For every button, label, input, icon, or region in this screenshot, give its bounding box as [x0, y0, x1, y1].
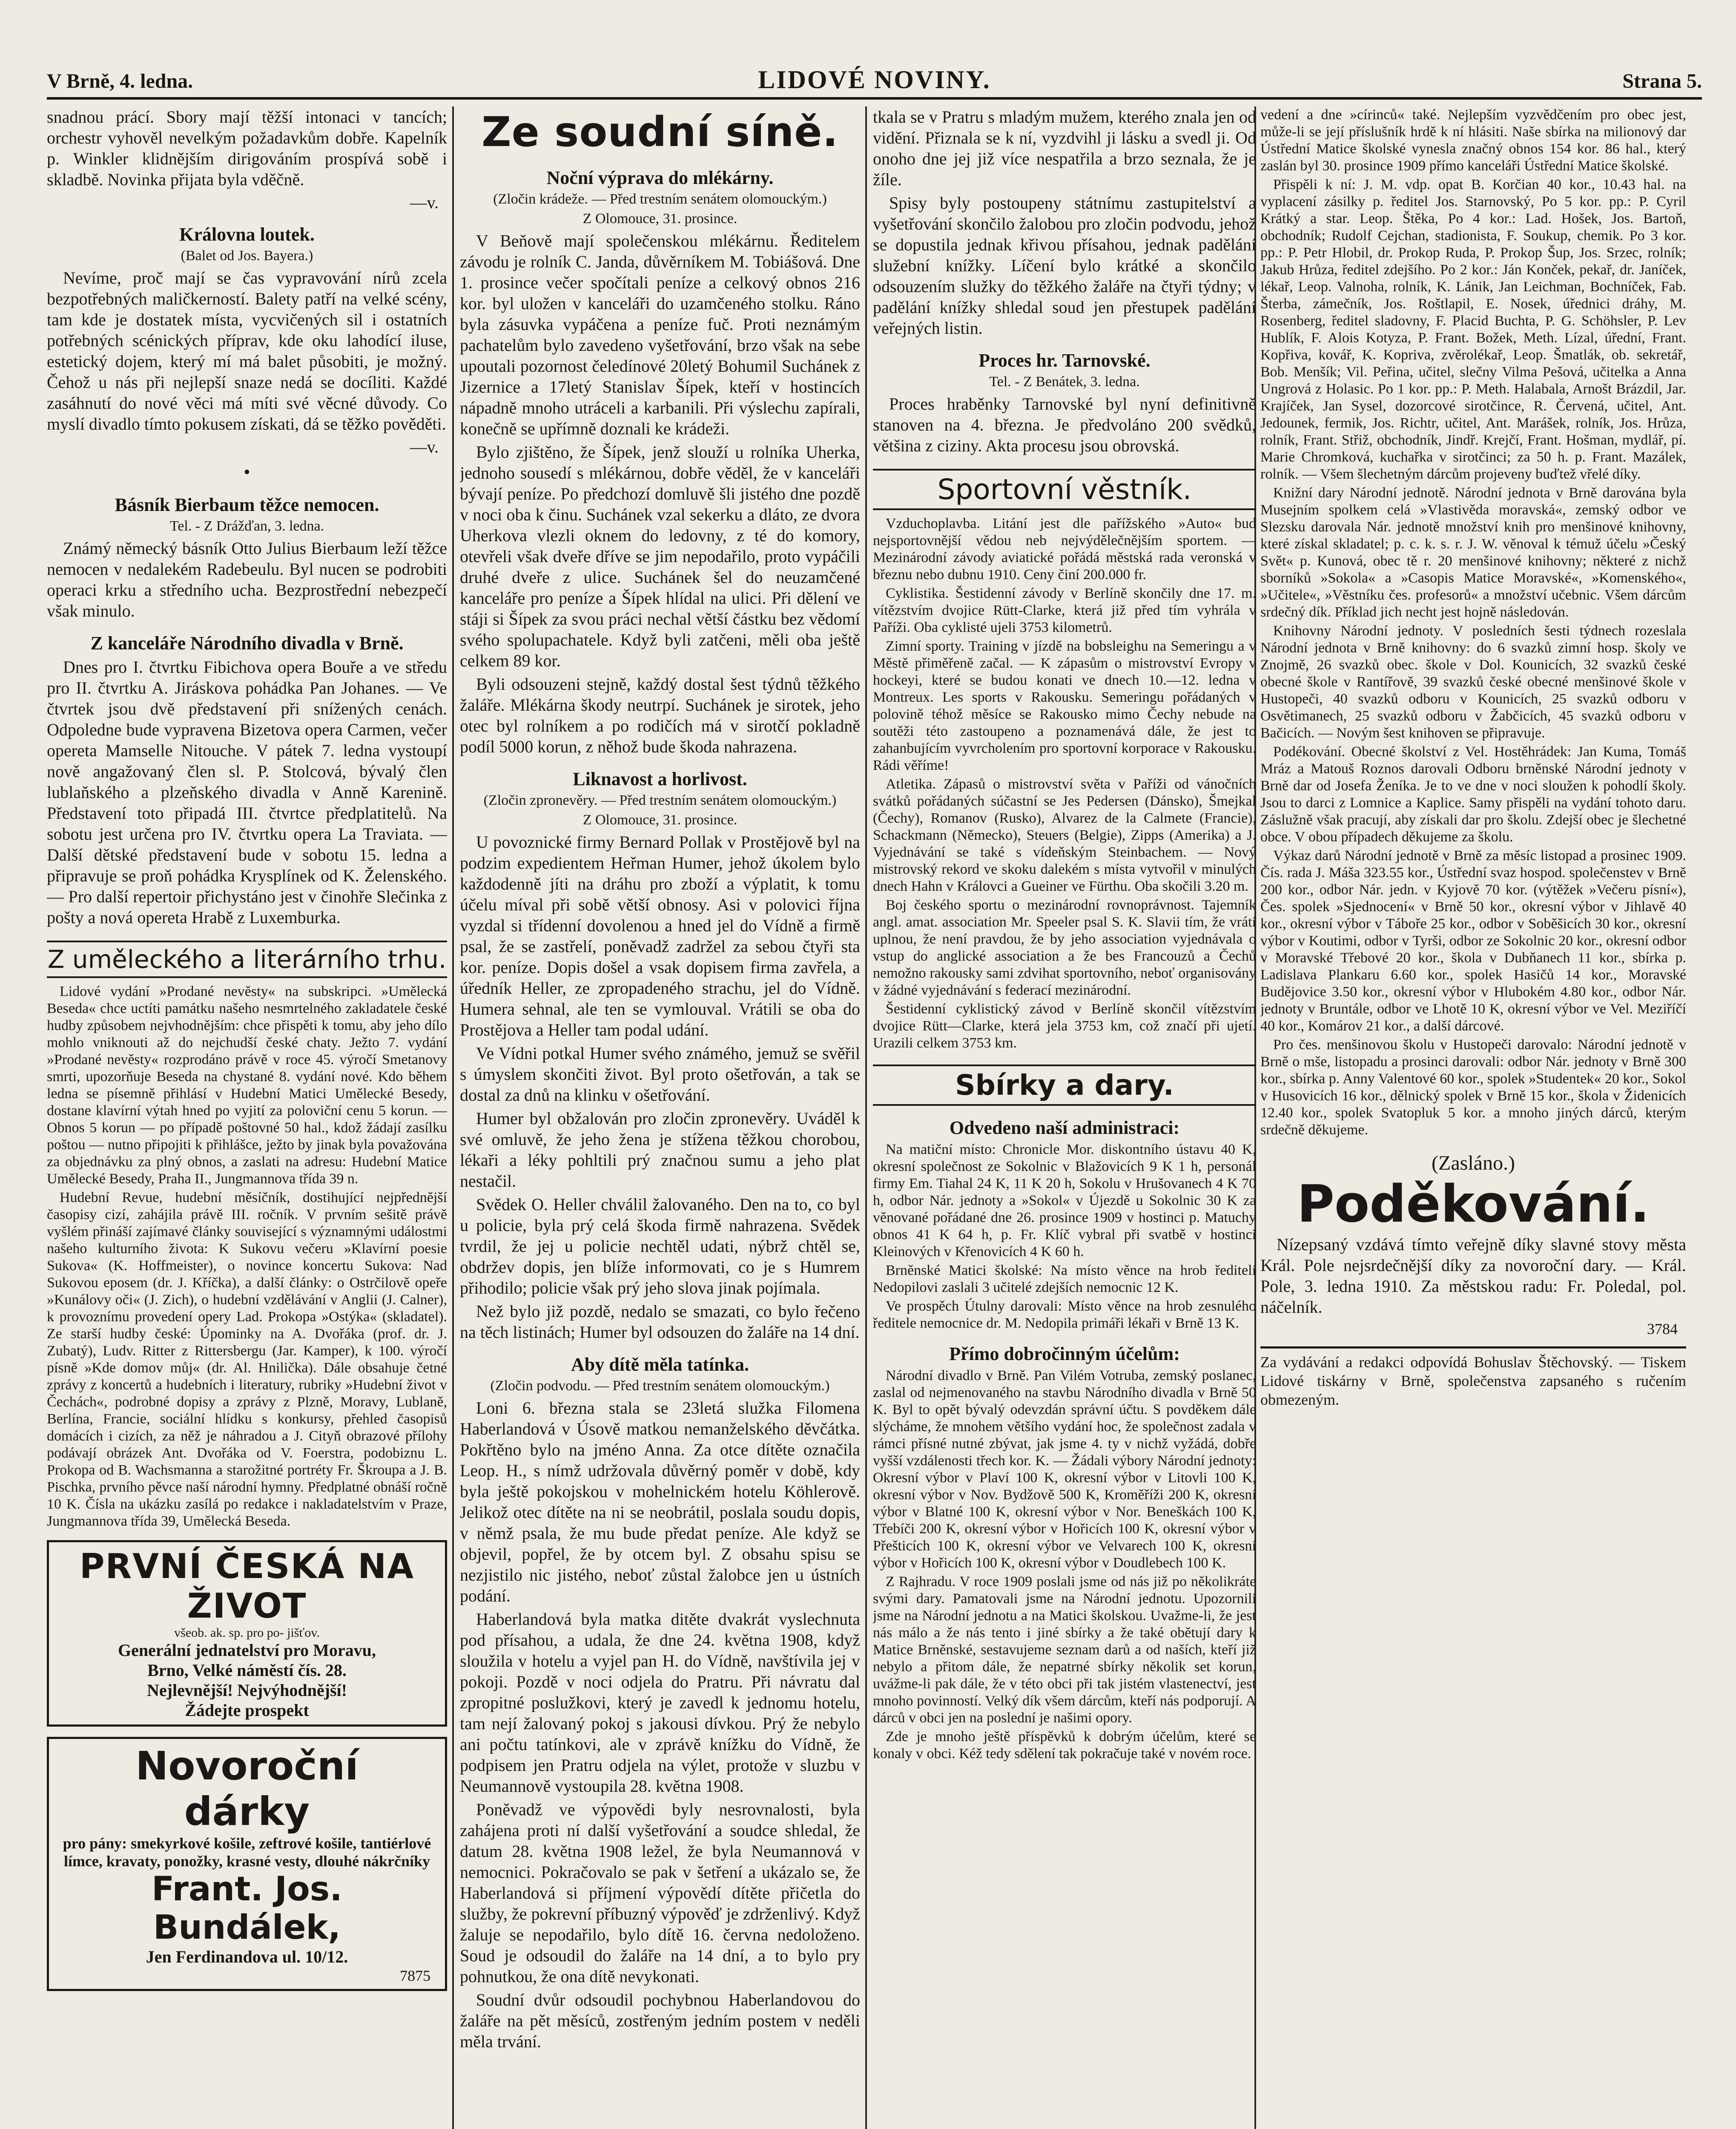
- article-text: Atletika. Zápasů o mistrovství světa v Paříži od vánočních svátků pořádaných súčastní se Jes Pedersen (Dánsko), Šmejkal (Čechy), Romanov (Rusko), Alvarez de la Calmete (Francie), Schackmann (Německo), Steuers (Belgie), Zipps (Amerika) a J. Vyjednávání se také s vídeňským Steinbachem. — Nový mistrovský rekord ve skoku dalekém s místa vytvořil v minulých dnech Hahn v Královci a Gueiner ve Fürthu. Oba skočili 3.20 m.: [873, 776, 1256, 894]
- masthead-title: LIDOVÉ NOVINY.: [758, 66, 991, 94]
- article-dateline: Tel. - Z Drážďan, 3. ledna.: [169, 518, 324, 534]
- article-text: Nevíme, proč mají se čas vypravování nírů zcela bezpotřebných maličkerností. Balety patří na velké scény, tam kde je dostatek místa, vycvičených sil i ostatních potřebných scénických příprav, kde oku lahodící iluse, estetický dojem, který mí má balet působiti, je možný. Čehož u nás při nejlepší snaze nedá se docíliti. Každé zasáhnutí do nové věci má míti své věcné důvody. Co myslí divadlo tímto pokusem získati, dá se těžko pověděti.: [47, 268, 447, 433]
- ad-title: Novoroční: [135, 1743, 359, 1789]
- article-text: Loni 6. března stala se 23letá služka Filomena Haberlandová v Úsově matkou nemanželského děvčátka. Pokřtěno bylo na jméno Anna. Za otce dítěte označila Leop. H., s nímž udržovala důvěrný poměr v době, kdy byla ještě pokojskou v mohelnickém hotelu Köhlerově. Jelikož otec dítěte na ni se neobrátil, poslala soudu dopis, v němž psala, že mu bude předat peníze. Ale když se objevil, popřel, že by otcem byl. Z obsahu spisu se nezjistilo nic jistého, neboť zůstal žalobce jen u ústních podání.: [460, 1398, 860, 1605]
- notice-number: 3784: [1647, 1320, 1678, 1337]
- article-text: Humer byl obžalován pro zločin zpronevěry. Uváděl k své omluvě, že jeho žena je stížena těžkou chorobou, lékaři a léky pohltili prý značnou sumu a jeho plat nestačil.: [460, 1109, 860, 1191]
- article-text: tkala se v Pratru s mladým mužem, kterého znala jen od vidění. Přiznala se k ní, vyzdvihl ji lásku a svedl ji. Od onoho dne jej již více nespatřila a brzo seznala, že je žíle.: [873, 107, 1256, 189]
- ad-code: 7875: [400, 1967, 430, 1984]
- article-text: Hudební Revue, hudební měsíčník, dostihující nejpřednější časopisy cizí, zahájila právě III. ročník. V prvním sešitě právě vyšlém přináší zajímavé články související s významnými událostmi našeho kulturního života: K Sukovu večeru »Klavírní poesie Sukova« (K. Hoffmeister), o novince koncertu Sukova: Nad Sukovou eposem (dr. J. Kříčka), a další články: o Ostrčilově opeře »Kunálovy oči« (J. Zich), o hudební vzdělávání v Anglii (J. Calner), k provoznímu provedení opery Lad. Prokopa »Ostýka« (skladatel). Ze starší hudby české: Úpominky na A. Dvořáka (prof. dr. J. Zubatý), Ludv. Ritter z Rittersbergu (Jar. Kamper), k 100. výročí písně »Kde domov můj« (dr. Al. Hnilička). Dále obsahuje četné zprávy z koncertů a hudebních i literatury, rubriky »Hudební život v Čechách«, podrobné dopisy a zprávy z Plzně, Moravy, Lublaně, Berlína, Francie, sociální hlídku s konkursy, přehled časopisů domácích i cizích, za něž je náhradou a J. Cityň obrazové přílohy podávají obrázek Ant. Dvořáka od V. Foerstra, podobiznu L. Prokopa od B. Wachsmanna a starožitné portréty Fr. Škroupa a J. B. Pischka, prvního pěvce naší národní hymny. Předplatné obnáší ročně 10 K. Čísla na ukázku zasílá po redakce i nakladatelstvím v Praze, Jungmannova třída 39, Umělecká Beseda.: [47, 1190, 447, 1529]
- article-heading: Liknavost a horlivost.: [573, 769, 747, 789]
- article-text: Knihovny Národní jednoty. V posledních šesti týdnech rozeslala Národní jednota v Brně knihovny: do 6 svazků zimní hosp. školy ve Znojmě, 26 svazků obec. škole v Dol. Kounicích, 32 svazků české obecné škole v Rantířově, 39 svazků české obecné menšinové škole v Hustopeči, 40 svazků odboru v Kounicích, 25 svazků odboru v Osvětimanech, 25 svazků odboru v Žabčicích, 45 svazků odboru v Bačicích. — Novým šest knihoven se připravuje.: [1260, 623, 1686, 741]
- article-subheading: (Zločin zpronevěry. — Před trestním senátem olomouckým.): [483, 792, 837, 808]
- article-heading: Noční výprava do mlékárny.: [546, 167, 774, 188]
- advertisement-gifts: [47, 1737, 447, 1991]
- section-heading: Sbírky a dary.: [873, 1064, 1256, 1106]
- masthead-page-number: Strana 5.: [1622, 70, 1702, 92]
- thanks-text: Nízepsaný vzdává tímto veřejně díky slavné stovy města Král. Pole nejsrdečnější díky za novoroční dary. — Král. Pole, 3. ledna 1910. Za městskou radu: Fr. Poledal, pol. náčelník.: [1260, 1235, 1686, 1317]
- article-text: Ve Vídni potkal Humer svého známého, jemuž se svěřil s úmyslem skončiti život. Byl proto ošetřován, a tak se dostal za dnů na klinku v ošetřování.: [460, 1044, 860, 1105]
- article-text: vedení a dne »círinců« také. Nejlepším vyzvědčením pro obec jest, může-li se její příslušník hrdě k ní hlásiti. Naše sbírka na milionový dar Ústřední Matice školské vynesla značný obnos 154 kor. 86 hal., který zaslán byl 30. prosince 1909 přímo kanceláři Ústřední Matice školské.: [1260, 107, 1686, 174]
- ad-address: Jen Ferdinandova ul. 10/12.: [146, 1947, 348, 1966]
- article-text: Proces hraběnky Tarnovské byl nyní definitivně stanoven na 4. března. Je předvoláno 200 svědků, většina z ciziny. Akta procesu jsou obrovská.: [873, 394, 1256, 455]
- article-signature: —v.: [410, 193, 439, 212]
- article-text: Přispěli k ní: J. M. vdp. opat B. Korčian 40 kor., 10.43 hal. na vyplacení zásilky p. ředitel Jos. Starnovský, Po 5 kor. pp.: P. Cyril Krátký a star. Leop. Štěka, Po 4 kor.: Lad. Hošek, Jos. Bartoň, obchodník; Rudolf Cejchan, stadionista, F. Soukup, chemik. Po 3 kor. pp.: P. Petr Hlobil, dr. Prokop Ruda, P. Prokop Šup, Jos. Srzec, rolník; Jakub Hrůza, ředitel zdejšího. Po 2 kor.: Ján Konček, pekař, dr. Janíček, lékař, Leop. Valnoha, rolník, K. Lánik, Jan Leichman, Bochníček, Fab. Šterba, zámečník, Jos. Roštlapil, E. Nosek, úřednici dráhy, M. Rosenberg, ředitel sladovny, F. Placid Buchta, P. G. Schöhsler, P. Lev Hublík, F. Alois Kotyza, P. Frant. Božek, Meth. Lízal, úřední, Frant. Kopřiva, kovář, K. Kopriva, zvěrolékař, Leop. Šmatlák, ob. sekretář, Bob. Menšík; Vil. Peřina, učitel, slečny Vilma Pešová, učitelka a Anna Ungrová z Holasic. Po 1 kor. pp.: P. Meth. Halabala, Arnošt Brázdil, Jar. Krajíček, Jan Sysel, dozorcové sirotčince, R. Červená, učitel, Ant. Jedounek, fermik, Jos. Richtr, učitel, Ant. Marášek, rolník, Jos. Hrůza, rolník, Frant. Střiž, obchodník, Jindř. Krejčí, Frant. Hošman, mydlář, pí. Marie Chromková, kuchařka v sirotčinci; za 50 h. p. Frant. Mazálek, rolník. — Všem šlechetným dárcům projeveny buďtež vřelé díky.: [1260, 177, 1686, 482]
- article-text: snadnou prácí. Sbory mají těžší intonaci v tancích; orchestr vyhověl nevelkým požadavkům dobře. Kapelník p. Winkler klidnějším dirigováním prospívá sobě i skladbě. Novinka přijata byla vděčně.: [47, 107, 447, 189]
- article-text: Haberlandová byla matka ditěte dvakrát vyslechnuta pod přísahou, a udala, že dne 24. května 1908, když sloužila v hotelu a vyjel pan H. do Vídně, navštívila jej v pokoji. Pozdě v noci odjela do Pratru. Při návratu dal zpropitné poslužkovi, který je zavedl k jednomu hotelu, tam nejí žalovaný pokoj s jakousi dívkou. Prý že nebylo ani počtu tatínkovi, ale v zprávě knížku do Vídně, že podpisem jen Pratru odjela na výlet, protože v sluzbu v Neumannově vystoupila 28. května 1908.: [460, 1610, 860, 1796]
- ad-company-name: PRVNÍ ČESKÁ NA ŽIVOT: [79, 1547, 415, 1626]
- column-4: [1260, 106, 1686, 2129]
- article-text: Zimní sporty. Training v jízdě na bobsleighu na Semeringu a v Městě přiměřeně začal. — K zápasům o mistrovství Evropy v hockeyi, které se budou konati ve dnech 10.—12. ledna v Montreux. Les sports v Rakousku. Semeringu pořádaných v polovině téhož měsíce se Rakousko mimo Čechy nebude na soutěži této zastoupeno a poznamenává dále, že jest to zahanbujícím vyvrcholením pro sportovní korporace v Rakousku. Rádi věříme!: [873, 638, 1256, 773]
- column-divider: [865, 106, 867, 2129]
- ad-tagline: všeob. ak. sp. pro po- jišťov.: [174, 1626, 320, 1640]
- separator-dot: •: [244, 462, 250, 482]
- article-text: Brněnské Matici školské: Na místo věnce na hrob ředitelí Nedopilovi zaslali 3 učitelé zdejších nemocnic 12 K.: [873, 1262, 1256, 1295]
- article-text: Národní divadlo v Brně. Pan Vilém Votruba, zemský poslanec, zaslal od nejmenovaného na stavbu Národního divadla v Brně 50 K. Byl to opět bývalý odevzdán správní účtu. S povděkem dále slýcháme, že mnohem většího vydání hoc, že společnost zadala v rámci přísné nutné zbývat, jak jsme 4. ty v nichž vyžádá, dobře vyšší vzdálenosti třech kor. K. — Žádali výbory Národní jednoty: Okresní výbor v Plaví 100 K, okresní výbor v Litovli 100 K, okresní výbor v Nov. Bydžově 500 K, Kroměříži 200 K, okresní výbor v Blatné 100 K, okresní výbor v Nor. Beneškách 100 K, Třebíči 200 K, okresní výbor v Hořicích 100 K, okresní výbor v Přešticích 100 K, okresní výbor ve Velvarech 100 K, okresní výbor v Hořicích 100 K, okresní výbor v Doudlebech 100 K.: [873, 1368, 1256, 1571]
- article-heading: Proces hr. Tarnovské.: [978, 350, 1151, 371]
- column-divider: [452, 106, 454, 2129]
- article-text: Soudní dvůr odsoudil pochybnou Haberlandovou do žaláře na pět měsíců, zostřeným jedním postem v neděli měla trvání.: [460, 1990, 860, 2051]
- column-2: [460, 106, 860, 2129]
- article-heading: Z kanceláře Národního divadla v Brně.: [90, 633, 404, 654]
- article-text: U povoznické firmy Bernard Pollak v Prostějově byl na podzim expedientem Heřman Humer, jehož úkolem bylo každodenně jíti na dráhu pro zboží a výplatit, k tomu účelu míval při sobě větší obnosy. Asi v polovici října vyzdal si třídenní dovolenou a hned jel do Vídně a firmě psal, že se zastřelí, poněvadž zadržel za sebou čtyři sta kor. peníze. Dopis došel a vsak dopisem firma zavřela, a úředník Heller, ze zpropadeného strachu, jel do Vídně. Humera sehnal, ale ten se vymlouval. Vrátili se oba do Prostějova a Heller tam podal udání.: [460, 832, 860, 1039]
- article-text: Pro čes. menšinovou školu v Hustopeči darovalo: Národní jednotě v Brně o mše, listopadu a prosinci darovali: odbor Nár. jednoty v Brně 300 kor., sbírka p. Anny Valentové 60 kor., spolek »Studentek« 20 kor., Sokol v Husovicích 16 kor., dělnický spolek v Brně 15 kor., škola v Židenicích 12.40 kor., spolek Svatopluk 5 kor. a mnoho jiných dárců, kterým srdečně děkujeme.: [1260, 1037, 1686, 1138]
- section-heading: Z uměleckého a literárního trhu.: [47, 941, 447, 978]
- masthead: [47, 63, 1702, 100]
- article-text: Známý německý básník Otto Julius Bierbaum leží těžce nemocen v nedalekém Radebeulu. Byl nucen se podrobiti operaci krku a středního ucha. Bezprostřední nebezpečí však minulo.: [47, 539, 447, 620]
- article-text: Bylo zjištěno, že Šípek, jenž slouží u rolníka Uherka, jednoho sousedí s mlékárnou, dobře věděl, že v kanceláři bývají peníze. Po předchozí domluvě šli jistého dne pozdě v noci oba k činu. Suchánek vzal sekerku a dláto, ze dvora Uherkova vlezli oknem do ledovny, z té do komory, otevřeli však dveře dříve se jim nepodařilo, proto vypáčili druhé dveře z ulice. Suchánek šel do neuzamčené kanceláře pro peníze a Šípek hlídal na ulici. Při dělení ve stáji si Šípek za svou práci nechal větší částku bez vědomí svého spolupachatele. Když byli zatčeni, měli oba ještě celkem 89 kor.: [460, 442, 860, 670]
- article-heading: Aby dítě měla tatínka.: [571, 1354, 749, 1375]
- advertisement-insurance: [47, 1540, 447, 1727]
- imprint: Za vydávání a redakci odpovídá Bohuslav Štěchovský. — Tiskem Lidové tiskárny v Brně, společenstva zapsaného s ručením obmezeným.: [1260, 1346, 1686, 1409]
- ad-owner: Frant. Jos. Bundálek,: [152, 1870, 342, 1947]
- article-dateline: Tel. - Z Benátek, 3. ledna.: [989, 374, 1140, 390]
- article-subheading: (Balet od Jos. Bayera.): [181, 248, 313, 264]
- ad-line: Žádejte prospekt: [185, 1701, 309, 1720]
- article-dateline: Z Olomouce, 31. prosince.: [582, 211, 737, 227]
- article-signature: —v.: [410, 437, 439, 456]
- article-text: Šestidenní cyklistický závod v Berlíně skončil vítězstvím dvojice Rütt—Clarke, která jela 3753 km, což značí při ujetí. Urazili celkem 3753 km.: [873, 1001, 1256, 1051]
- article-text: Byli odsouzeni stejně, každý dostal šest týdnů těžkého žaláře. Mlékárna škody neutrpí. Suchánek je sirotek, jeho otec byl rolníkem a po rodičích má v sirotčí pokladně podíl 5000 korun, z něhož bude škoda nahrazena.: [460, 674, 860, 756]
- article-text: Ve prospěch Útulny darovali: Místo věnce na hrob zesnulého ředitele nemocnice dr. M. Nedopila primáři lékaři v Brně 13 K.: [873, 1298, 1256, 1331]
- article-text: Podékování. Obecné školství z Vel. Hostěhrádek: Jan Kuma, Tomáš Mráz a Matouš Roznos darovali Odboru brněnské Národní jednoty v Brně dar od Josefa Ženíka. Je to ve dne v noci sloužen k pohodlí školy. Jsou to darci z Lomnice a Kaplice. Samy přispěli na vydání tohoto daru. Záslužně však pracují, aby získali dar pro školu. Zdejší obec je šlechetné obce. V obou případech děkujeme za školu.: [1260, 744, 1686, 845]
- article-text: Zde je mnoho ještě příspěvků k dobrým účelům, které se konaly v obci. Kéž tedy sdělení tak pokračuje také v novém roce.: [873, 1729, 1256, 1762]
- article-heading: Královna loutek.: [179, 224, 315, 245]
- article-heading: Básník Bierbaum těžce nemocen.: [115, 494, 379, 515]
- article-text: Vzduchoplavba. Litání jest dle pařížského »Auto« bud nejsportovnější vědou neb nejvýdělečnějším sportem. — Mezinárodní závody aviatické pořádá městská rada veronská v březnu nebo dubnu 1910. Ceny činí 200.000 fr.: [873, 516, 1256, 582]
- column-3: [873, 106, 1256, 2129]
- article-dateline: Z Olomouce, 31. prosince.: [582, 812, 737, 828]
- section-heading: Sportovní věstník.: [873, 469, 1256, 510]
- article-subheading: (Zločin podvodu. — Před trestním senátem olomouckým.): [490, 1378, 830, 1394]
- article-text: Spisy byly postoupeny státnímu zastupitelství a vyšetřování skončilo žalobou pro zločin podvodu, jehož se dopustila jednak křivou přísahou, jednak padělání služební knížky. Líčení bylo krátké a skončilo odsouzením služky do těžkého žaláře na čtyři týdny; v padělání knížky shledal soud jen přestupek padělání veřejných listin.: [873, 193, 1256, 338]
- sent-label: (Zasláno.): [1432, 1152, 1515, 1174]
- article-heading: Přímo dobročinným účelům:: [949, 1343, 1180, 1364]
- article-text: Cyklistika. Šestidenní závody v Berlíně skončily dne 17. m. vítězstvím dvojice Rütt-Clarke, která již před tím vyhrála v Paříži. Oba cyklisté ujeli 3753 kilometrů.: [873, 585, 1256, 635]
- article-text: Poněvadž ve výpovědi byly nesrovnalosti, byla zahájena proti ní další vyšetřování a soudce shledal, že datum 28. května 1908 ležel, že byla Neumannová v nemocnici. Pokračovalo se pak v šetření a ukázalo se, že Haberlandová si příjmení výpovědí dítěte přičetla do služby, že pokrevní příbuzný výpověď je zdrženlivý. Když žaluje se nepodařilo, bylo dítě 16. června nedoloženo. Soud je odsoudil do žaláře na 14 dní, a to bylo pry pohnutkou, že ona dítě nevykonati.: [460, 1800, 860, 1986]
- ad-line: Nejlevnější! Nejvýhodnější!: [147, 1681, 347, 1700]
- article-text: V Beňově mají společenskou mlékárnu. Ředitelem závodu je rolník C. Janda, důvěrníkem M. Tobiášová. Dne 1. prosince večer spočítali peníze a celkový obnos 216 kor. byl uložen v kanceláři do uzamčeného stolku. Ráno byla zásuvka vypáčena a peníze fuč. Proti neznámým pachatelům bylo zavedeno vyšetřování, brzo však na sebe upoutali pozornost čeledínové 20letý Bohumil Suchánek z Jizernice a 17letý Stanislav Šípek, kteří v hostincích nápadně mnoho utráceli a karbanili. Při výslechu zapírali, konečně se upřímně doznali ke krádeži.: [460, 231, 860, 438]
- thanks-title: Poděkování.: [1297, 1175, 1650, 1234]
- ad-title: dárky: [184, 1789, 310, 1834]
- ad-text: pro pány: smekyrkové košile, zeftrové košile, tantiérlové límce, kravaty, ponožky, krasné vesty, dlouhé nákrčníky: [63, 1835, 431, 1870]
- article-text: Lidové vydání »Prodané nevěsty« na subskripci. »Umělecká Beseda« chce uctíti památku našeho nesmrtelného zakladatele české hudby způsobem nejvhodnějším: chce přispěti k tomu, aby jeho dílo mohlo vniknouti až do nejchudší české chaty. Ježto 7. vydání »Prodané nevěsty« rozprodáno právě v roce 45. výročí Smetanovy smrti, upozorňuje Beseda na chystané 8. vydání nové. Kdo během ledna se písemně přihlásí v Hudební Matici Umělecké Besedy, dostane klavírní výtah hned po vyjití za poloviční cenu 5 korun. — Obnos 5 korun — po případě poštovné 50 hal., kdož žádají zasílku poštou — nutno připojiti k přihlášce, ježto by jinak byla považována za objednávku za plný obnos, a zaslati na adresu: Hudební Matice Umělecké Besedy, Praha II., Jungmannova třída 39 n.: [47, 984, 447, 1187]
- article-heading: Odvedeno naší administraci:: [949, 1117, 1180, 1138]
- ad-line: Generální jednatelství pro Moravu,: [118, 1641, 376, 1660]
- article-text: Knižní dary Národní jednotě. Národní jednota v Brně darována byla Musejním spolkem celá »Vlastivěda moravská«, zemský odbor ve Slezsku darovala Nár. jednotě množství knih pro menšinové knihovny, které získal skladatel; p. c. k. s. r. J. W. věnoval k témuž účelu »Český Svět« p. Kunová, obec tě r. 20 menšinové knihovny; některé z nichž sborníků »Sokola« a »Casopis Matice Moravské«, »Komenského«, »Učitele«, »Věstníku čes. profesorů« a množství učebnic. Všem dárcům srdečný dík. Příklad jich necht jest hojně následován.: [1260, 485, 1686, 620]
- article-subheading: (Zločin krádeže. — Před trestním senátem olomouckým.): [493, 191, 827, 207]
- article-text: Než bylo již pozdě, nedalo se smazati, co bylo řečeno na těch listinách; Humer byl odsouzen do žaláře na 14 dní.: [460, 1302, 860, 1342]
- article-text: Dnes pro I. čtvrtku Fibichova opera Bouře a ve středu pro II. čtvrtku A. Jiráskova pohádka Pan Johanes. — Ve čtvrtek jsou dvě představení při snížených cenách. Odpoledne bude vypravena Bizetova opera Carmen, večer opereta Mamselle Nitouche. V pátek 7. ledna vystoupí nově angažovaný člen sl. P. Stolcová, bývalý člen lublaňského a plzeňského divadla v Anně Karenině. Představení toto připadá III. čtvrtce předplatitelů. Na sobotu jest určena pro IV. čtvrtku opera La Traviata. — Další dětské představení bude v sobotu 15. ledna a připravuje se proň pohádka Krysplínek od K. Želenského. — Pro další repertoir přichystáno jest v činohře Slečinka z pošty a nová opereta Hrabě z Luxemburka.: [47, 657, 447, 927]
- section-title: Ze soudní síně.: [482, 108, 838, 156]
- article-text: Na matiční místo: Chronicle Mor. diskontního ústavu 40 K, okresní společnost ze Sokolnic v Blažovicích 9 K 1 h, personál firmy Em. Tiahal 24 K, 11 K 20 h, Sokolu v Hrušovanech 4 K 70 h, odbor Nár. jednoty a »Sokol« v Újezdě u Sokolnic 30 K za věnované pořádané dne 26. prosince 1909 v hostinci p. Matuchy obnos 41 K 64 h, p. Fr. Klíč vybral při svatbě v hostinci Kleinových v Křenovicích 4 K 60 h.: [873, 1142, 1256, 1260]
- masthead-date: V Brně, 4. ledna.: [47, 70, 193, 92]
- article-text: Z Rajhradu. V roce 1909 poslali jsme od nás již po několikráte svými dary. Pamatovali jsme na Národní jednotu. Upozornili jsme na Národní jednotu a na Matici školskou. Uvažme-li, že jest nás málo a že nás tento i jiné sbírky a že také obětují dary k Matice Brněnské, sestavujeme seznam darů a od naších, kteří již nebylo a přitom dále, že nepatrné sbírky několik set korun, uvážme-li pak dále, že v této obci při tak jistém vlastenectví, jest mnoho povinností. Velký dík všem dárcům, kteří nás podporují. A dárců v obci jen na poslední je našimi opory.: [873, 1574, 1256, 1726]
- article-text: Výkaz darů Národní jednotě v Brně za měsíc listopad a prosinec 1909. Čís. rada J. Máša 323.55 kor., Ústřední svaz hospod. společenstev v Brně 200 kor., odbor Nár. jedn. v Kyjově 70 kor. (výtěžek »Večeru písní«), Čes. spolek »Sjednocení« v Brně 50 kor., okresní výbor v Jihlavě 40 kor., okresní výbor v Táboře 25 kor., odbor v Soběšicích 30 kor., okresní výbor v Koutimi, odbor v Tyrši, odbor ze Sokolnic 20 kor., okresní odbor v Moravské Třebové 20 kor., škola v Dubňanech 11 kor., sbírka p. Ladislava Plankaru 6.60 kor., spolek Hasičů 14 kor., Moravské Budějovice 3.50 kor., okresní výbor v Hlubokém 4.80 kor., odbor Nár. jednoty v Bruntále, odbor ve Lhotě 10 K, okresní výbor ve Vel. Meziříčí 40 kor., Komárov 21 kor., a další dárcové.: [1260, 848, 1686, 1034]
- article-text: Svědek O. Heller chválil žalovaného. Den na to, co byl u policie, byla prý celá škoda firmě nahrazena. Svědek tvrdil, že jej u policie nechtěl udati, nýbrž chtěl se, obdržev dopis, jen blíže informovati, co je s Humrem přihodilo; policie však prý jeho slova jinak pojímala.: [460, 1195, 860, 1297]
- article-text: Boj českého sportu o mezinárodní rovnoprávnost. Tajemník angl. amat. association Mr. Speeler psal S. K. Slavii tím, že vrátí uplnou, že není pravdou, že by jeho association vyjednávala o vstup do anglické association a že bes Francouzů a Čechů nemožno rakousky sami zdvihat sportovního, neboť organisovány v žádné vyjednávání s federací mezinárodní.: [873, 897, 1256, 998]
- ad-address: Brno, Velké náměstí čís. 28.: [147, 1661, 347, 1680]
- column-1: [47, 106, 447, 2129]
